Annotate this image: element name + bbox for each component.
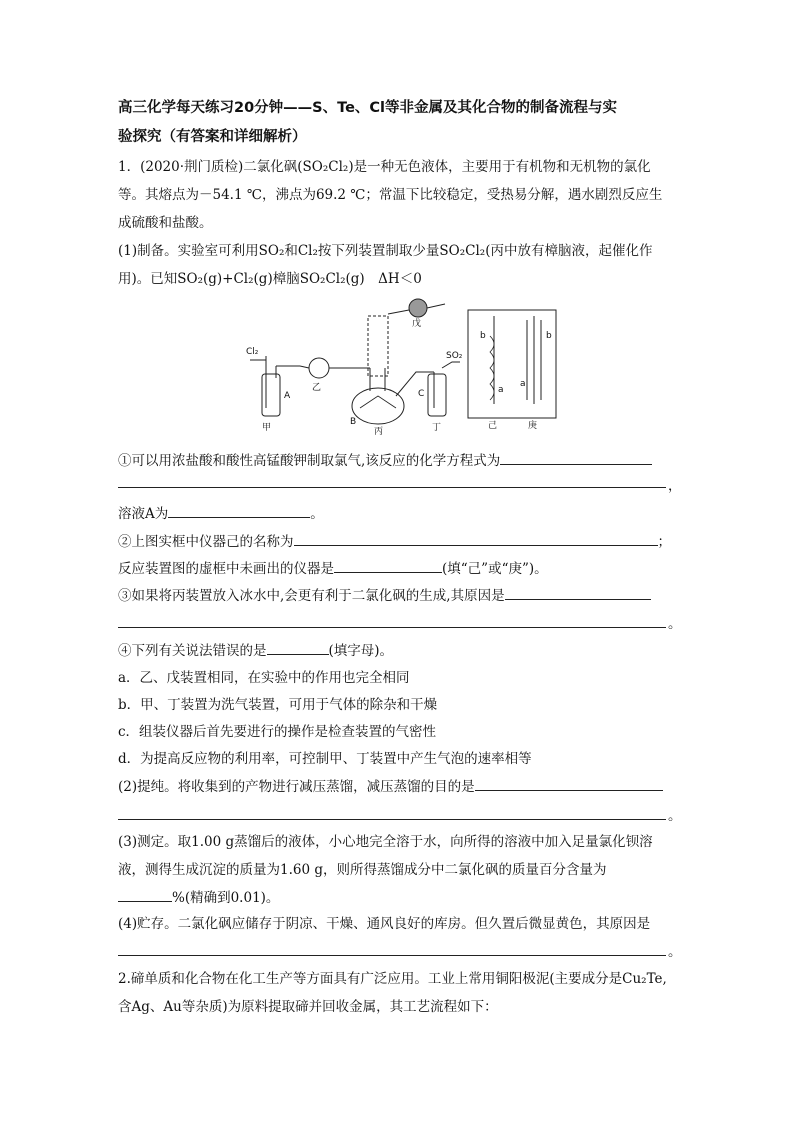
q1-part3-line-1: (3)测定。取1.00 g蒸馏后的液体，小心地完全溶于水，向所得的溶液中加入足量氯化钡溶	[118, 834, 653, 850]
apparatus-diagram	[240, 296, 560, 436]
doc-title-line-2: 验探究（有答案和详细解析）	[118, 129, 307, 145]
answer-blank-equation-2[interactable]	[118, 486, 666, 488]
q1-sub1-text: ①可以用浓盐酸和酸性高锰酸钾制取氯气,该反应的化学方程式为	[118, 453, 501, 469]
q1-part1-line-2: 用)。已知SO₂(g)+Cl₂(g)樟脑SO₂Cl₂(g) ΔH＜0	[118, 271, 422, 287]
drying-tube-yi	[309, 358, 329, 378]
option-a: a．乙、戊装置相同，在实验中的作用也完全相同	[118, 670, 410, 686]
label-ji: 己	[488, 421, 498, 431]
label-jia: 甲	[262, 423, 272, 433]
drying-tube-wu	[409, 299, 427, 317]
q1-sub4-line-1	[118, 640, 393, 661]
label-ding: 丁	[432, 423, 442, 433]
q1-sub1-comma: ，	[668, 478, 682, 494]
label-b1: b	[480, 331, 486, 341]
q1-sub2-semicolon: ；	[657, 534, 671, 550]
q1-part4-end: 。	[668, 944, 682, 960]
q1-intro-1: 1．(2020·荆门质检)二氯化砜(SO₂Cl₂)是一种无色液体，主要用于有机物和无机物的氯化	[118, 159, 651, 175]
label-a1: a	[498, 385, 504, 395]
label-bing: 丙	[374, 427, 384, 436]
q1-sub3-end: 。	[668, 616, 682, 632]
q1-part1-line-1: (1)制备。实验室可利用SO₂和Cl₂按下列装置制取少量SO₂Cl₂(丙中放有樟脑液，起催化作	[118, 243, 653, 259]
q1-sub1-end: 。	[310, 506, 324, 522]
q1-sub2-question: 反应装置图的虚框中未画出的仪器是	[118, 561, 334, 577]
answer-blank-choice[interactable]	[267, 640, 329, 655]
q1-sub4-hint: (填字母)。	[328, 643, 394, 659]
q1-sub4-text: ④下列有关说法错误的是	[118, 643, 267, 659]
option-b: b．甲、丁装置为洗气装置，可用于气体的除杂和干燥	[118, 697, 438, 713]
q2-line-1: 2.碲单质和化合物在化工生产等方面具有广泛应用。工业上常用铜阳极泥(主要成分是Cu₂Te,	[118, 971, 667, 987]
q1-part3-line-2: 液，测得生成沉淀的质量为1.60 g，则所得蒸馏成分中二氯化砜的质量百分含量为	[118, 862, 607, 878]
label-b2: b	[546, 331, 552, 341]
label-a2: a	[520, 379, 526, 389]
answer-blank-percentage[interactable]	[118, 887, 172, 902]
dashed-condenser-frame	[368, 316, 388, 376]
q1-part4-line-1: (4)贮存。二氯化砜应储存于阴凉、干燥、通风良好的库房。但久置后微显黄色，其原因是	[118, 916, 651, 932]
q1-sub2-hint: (填“己”或“庚”)。	[442, 561, 548, 577]
label-yi: 乙	[312, 383, 322, 393]
q1-sub1-line-1	[118, 450, 652, 471]
answer-blank-missing-instrument[interactable]	[334, 558, 442, 573]
label-so2: SO₂	[446, 351, 463, 361]
option-d: d．为提高反应物的利用率，可控制甲、丁装置中产生气泡的速率相等	[118, 751, 532, 767]
q2-line-2: 含Ag、Au等杂质)为原料提取碲并回收金属，其工艺流程如下：	[118, 999, 498, 1015]
label-cl2: Cl₂	[246, 347, 259, 357]
answer-blank-reason-2[interactable]	[118, 626, 666, 628]
answer-blank-distillation-1[interactable]	[475, 776, 663, 791]
q1-part2-text: (2)提纯。将收集到的产物进行减压蒸馏，减压蒸馏的目的是	[118, 779, 475, 795]
label-A: A	[284, 391, 291, 401]
answer-blank-reason-1[interactable]	[505, 585, 651, 600]
q1-part2-end: 。	[668, 808, 682, 824]
q1-sub2-text: ②上图实框中仪器己的名称为	[118, 534, 294, 550]
label-C: C	[418, 389, 425, 399]
label-geng: 庚	[528, 421, 538, 431]
q1-sub3-text: ③如果将丙装置放入冰水中,会更有利于二氯化砜的生成,其原因是	[118, 588, 505, 604]
q1-intro-3: 成硫酸和盐酸。	[118, 215, 213, 231]
answer-blank-storage[interactable]	[118, 954, 666, 956]
q1-sub1-line-3	[118, 503, 324, 524]
label-B: B	[350, 417, 357, 427]
q1-sub3-line-1	[118, 585, 651, 606]
q1-part3-line-3	[118, 887, 279, 908]
q1-sub2-line-1	[118, 531, 671, 552]
bottle-ding	[428, 374, 446, 416]
q1-sub1-solution-label: 溶液A为	[118, 506, 169, 522]
answer-blank-solution-a[interactable]	[168, 503, 310, 518]
answer-blank-instrument-name[interactable]	[294, 531, 658, 546]
bottle-jia	[262, 374, 280, 416]
q1-intro-2: 等。其熔点为－54.1 ℃，沸点为69.2 ℃；常温下比较稳定，受热易分解，遇水剧烈反应生	[118, 187, 663, 203]
q1-sub2-line-2	[118, 558, 548, 579]
answer-blank-distillation-2[interactable]	[118, 818, 666, 820]
label-wu: 戊	[412, 319, 422, 329]
doc-title-line-1: 高三化学每天练习20分钟——S、Te、Cl等非金属及其化合物的制备流程与实	[118, 100, 618, 116]
flask-bing	[352, 388, 404, 424]
answer-blank-equation-1[interactable]	[500, 450, 652, 465]
option-c: c．组装仪器后首先要进行的操作是检查装置的气密性	[118, 724, 437, 740]
q1-part3-hint: %(精确到0.01)。	[172, 890, 280, 906]
q1-part2-line-1	[118, 776, 663, 797]
apparatus-box	[468, 310, 556, 418]
